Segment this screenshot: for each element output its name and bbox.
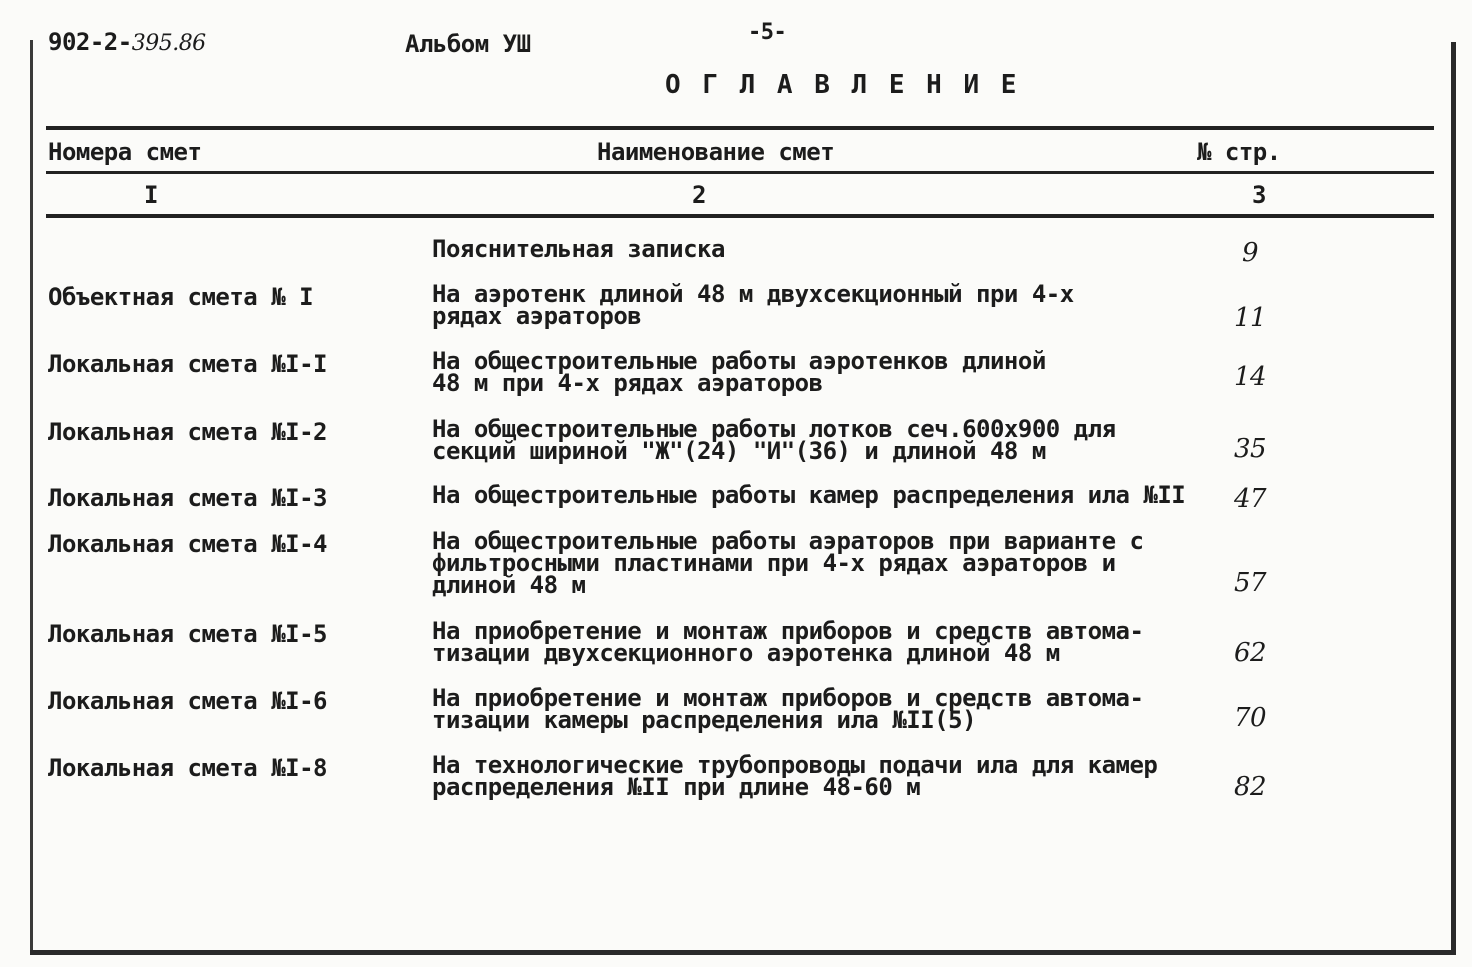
estimate-name [432,347,1046,397]
estimate-code: Локальная смета №I-6 [48,687,327,715]
estimate-code: Локальная смета №I-8 [48,754,327,782]
frame-bottom-border [30,950,1456,955]
frame-left-border [30,40,33,955]
page-number: 57 [1233,568,1267,598]
page-mark: -5- [748,20,787,45]
page-title: О Г Л А В Л Е Н И Е [665,70,1020,100]
estimate-name-line: На приобретение и монтаж приборов и средств автома- [432,684,1144,712]
col-number-1: I [144,181,158,209]
page-number: 70 [1233,703,1267,733]
estimate-name-line: длиной 48 м [432,571,586,599]
page-number: 62 [1233,638,1267,668]
estimate-name [432,751,1158,801]
page-number: 9 [1241,238,1259,268]
estimate-code: Локальная смета №I-3 [48,484,327,512]
estimate-code: Объектная смета № I [48,283,314,311]
estimate-name-line: На аэротенк длиной 48 м двухсекционный при 4-х [432,280,1074,308]
page-number: 11 [1233,303,1267,333]
estimate-name-line: На общестроительные работы лотков сеч.600х900 для [432,415,1116,443]
estimate-name-line: На общестроительные работы камер распределения ила №II [432,481,1186,509]
estimate-name-line: фильтросными пластинами при 4-х рядах аэраторов и [432,549,1116,577]
estimate-name-line: тизации двухсекционного аэротенка длиной 48 м [432,639,1060,667]
estimate-name-line: Пояснительная записка [432,235,725,263]
col-number-2: 2 [692,181,706,209]
table-top-rule [46,126,1434,130]
page-number: 35 [1233,434,1267,464]
estimate-name-line: На общестроительные работы аэраторов при варианте с [432,527,1144,555]
estimate-code: Локальная смета №I-5 [48,620,327,648]
album-label: Альбом УШ [405,30,531,58]
estimate-name-line: тизации камеры распределения ила №II(5) [432,706,977,734]
column-numbers-rule [46,214,1434,218]
estimate-name-line: распределения №II при длине 48-60 м [432,773,921,801]
document-code-handwritten: 395.86 [131,31,206,56]
estimate-name-line: На общестроительные работы аэротенков длиной [432,347,1046,375]
estimate-code: Локальная смета №I-4 [48,530,327,558]
estimate-name-line: секций шириной "Ж"(24) "И"(36) и длиной 48 м [432,437,1046,465]
estimate-name-line: 48 м при 4-х рядах аэраторов [432,369,823,397]
estimate-name [432,415,1116,465]
document-code [48,28,206,56]
col-header-estimate-numbers: Номера смет [48,138,202,166]
estimate-code: Локальная смета №I-I [48,350,327,378]
estimate-name [432,684,1144,734]
col-number-3: 3 [1252,181,1266,209]
page-number: 47 [1233,484,1267,514]
estimate-name-line: На технологические трубопроводы подачи ила для камер [432,751,1158,779]
document-code-printed: 902-2- [48,28,132,56]
header-separator-rule [46,171,1434,174]
estimate-name-line: рядах аэраторов [432,302,642,330]
col-header-page-number: № стр. [1197,138,1281,166]
estimate-code: Локальная смета №I-2 [48,418,327,446]
estimate-name [432,527,1144,599]
estimate-name [432,280,1074,330]
page-number: 82 [1233,772,1267,802]
estimate-name [432,617,1144,667]
estimate-name-line: На приобретение и монтаж приборов и средств автома- [432,617,1144,645]
page-number: 14 [1233,362,1267,392]
frame-right-border [1451,42,1456,954]
estimate-name [432,235,725,263]
estimate-name [432,481,1186,509]
col-header-estimate-names: Наименование смет [597,138,835,166]
